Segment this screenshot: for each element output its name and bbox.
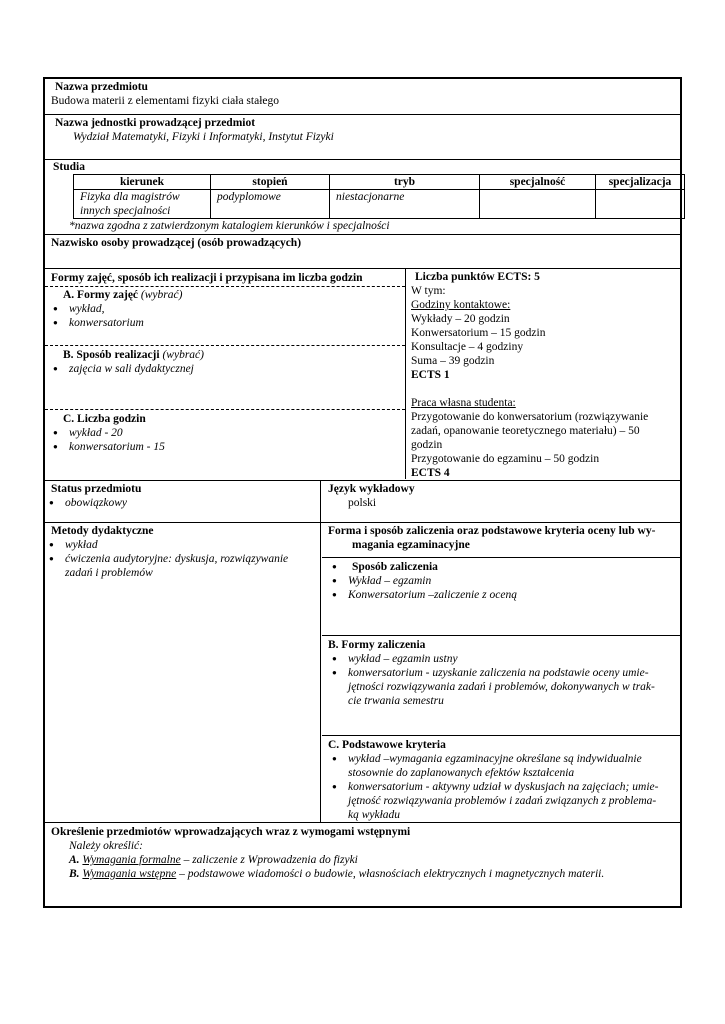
list-item: ● wykład - 20 (49, 426, 401, 440)
assessment-b-label: B. Formy zaliczenia (328, 639, 426, 651)
contact-hours-2: Konwersatorium – 15 godzin (411, 327, 546, 339)
list-item (328, 780, 674, 822)
list-item: ● Wykład – egzamin (328, 574, 674, 588)
forms-a-hint: (wybrać) (140, 289, 183, 301)
status-language-section (45, 481, 680, 523)
course-name-value: Budowa materii z elementami fizyki ciała stałego (51, 95, 279, 107)
prerequisites-a (51, 853, 674, 867)
list-item: ● Konwersatorium –zaliczenie z oceną (328, 588, 674, 602)
prerequisites-a-letter: A. (69, 854, 80, 866)
contact-hours-label: Godziny kontaktowe: (411, 299, 511, 311)
forms-a-label: A. Formy zajęć (63, 289, 139, 301)
methods-label: Metody dydaktyczne (51, 525, 154, 537)
status-column (45, 481, 320, 511)
col-kierunek: kierunek (74, 175, 211, 190)
prerequisites-a-link: Wymagania formalne (82, 854, 181, 866)
forms-column (45, 269, 405, 479)
self-study-line4: Przygotowanie do egzaminu – 50 godzin (411, 453, 600, 465)
unit-section (45, 115, 680, 160)
forms-label: Formy zajęć, sposób ich realizacji i przypisana im liczba godzin (45, 269, 405, 287)
methods-assessment-section (45, 523, 680, 823)
prerequisites-intro: Należy określić: (69, 840, 143, 852)
studies-label: Studia (53, 161, 85, 173)
dash-divider (45, 409, 405, 410)
forms-c (45, 411, 405, 477)
contact-hours-3: Konsultacje – 4 godziny (411, 341, 524, 353)
assessment-c-item1-line1: ● wykład –wymagania egzaminacyjne określane są indywidualnie (348, 753, 642, 765)
assessment-c (322, 737, 680, 823)
self-study-line2: zadań, opanowanie teoretycznego materiału) – 50 (411, 425, 640, 437)
list-item: ● wykład – egzamin ustny (328, 652, 674, 666)
cell-kierunek (74, 190, 211, 219)
prerequisites-b-link: Wymagania wstępne (82, 868, 177, 880)
row-divider (322, 735, 680, 736)
syllabus-form (43, 77, 682, 908)
assessment-c-label: C. Podstawowe kryteria (328, 739, 446, 751)
assessment-column (322, 523, 680, 821)
column-divider (320, 523, 321, 822)
course-name-section (45, 79, 680, 115)
row-divider (322, 635, 680, 636)
assessment-b-item2-line2: jętności rozwiązywania zadań i problemów, dokonywanych w trak- (348, 681, 655, 693)
list-item: ● Sposób zaliczenia (328, 560, 674, 574)
cell-specjalizacja (596, 190, 685, 219)
language-value: polski (348, 497, 377, 509)
language-column (322, 481, 680, 511)
prerequisites-section (45, 823, 680, 907)
col-specjalnosc: specjalność (480, 175, 596, 190)
list-item (328, 666, 674, 708)
prerequisites-b-letter: B. (69, 868, 80, 880)
prerequisites-label: Określenie przedmiotów wprowadzających wraz z wymogami wstępnymi (51, 826, 411, 838)
assessment-b (322, 637, 680, 709)
forms-a (45, 287, 405, 345)
assessment-c-item2-line3: ką wykładu (348, 809, 401, 821)
studies-note: *nazwa zgodna z zatwierdzonym katalogiem kierunków i specjalności (69, 220, 390, 232)
list-item: ● zajęcia w sali dydaktycznej (49, 362, 401, 376)
row-divider (322, 557, 680, 558)
col-stopien: stopień (211, 175, 330, 190)
table-row (74, 190, 685, 219)
cell-stopien: podyplomowe (211, 190, 330, 219)
assessment-label (322, 523, 680, 553)
lecturer-section (45, 235, 680, 269)
col-tryb: tryb (330, 175, 480, 190)
list-item: ● konwersatorium (49, 316, 401, 330)
studies-table (73, 174, 685, 219)
studies-section (45, 160, 680, 235)
list-item: ● wykład, (49, 302, 401, 316)
assessment-label-line1: Forma i sposób zaliczenia oraz podstawowe kryteria oceny lub wy- (328, 525, 656, 537)
cell-specjalnosc (480, 190, 596, 219)
column-divider (405, 269, 406, 479)
status-label: Status przedmiotu (51, 483, 142, 495)
forms-b (45, 347, 405, 409)
assessment-label-line2: magania egzaminacyjne (352, 539, 470, 551)
methods-column (45, 523, 320, 581)
lecturer-label: Nazwisko osoby prowadzącej (osób prowadzących) (51, 237, 302, 249)
methods-item2-line2: zadań i problemów (65, 567, 153, 579)
unit-label: Nazwa jednostki prowadzącej przedmiot (55, 117, 256, 129)
ects-4: ECTS 4 (411, 467, 450, 479)
assessment-c-item2-line2: jętność rozwiązywania problemów i zadań związanych z problema- (348, 795, 657, 807)
cell-tryb: niestacjonarne (330, 190, 480, 219)
contact-hours-1: Wykłady – 20 godzin (411, 313, 510, 325)
methods-item2-line1: ● ćwiczenia audytoryjne: dyskusja, rozwiązywanie (65, 553, 289, 565)
self-study-line1: Przygotowanie do konwersatorium (rozwiązywanie (411, 411, 649, 423)
forms-b-label: B. Sposób realizacji (63, 349, 160, 361)
col-specjalizacja: specjalizacja (596, 175, 685, 190)
ects-column (407, 269, 681, 479)
contact-hours-4: Suma – 39 godzin (411, 355, 495, 367)
ects-label: Liczba punktów ECTS: 5 (415, 271, 540, 283)
assessment-b-item2-line1: ● konwersatorium - uzyskanie zaliczenia na podstawie oceny umie- (348, 667, 649, 679)
assessment-c-item2-line1: ● konwersatorium - aktywny udział w dyskusjach na zajęciach; umie- (348, 781, 659, 793)
course-name-label: Nazwa przedmiotu (55, 81, 148, 93)
ects-1: ECTS 1 (411, 369, 450, 381)
kierunek-line1: Fizyka dla magistrów (80, 191, 180, 203)
list-item (45, 552, 314, 580)
language-label: Język wykładowy (328, 483, 415, 495)
kierunek-line2: innych specjalności (80, 205, 171, 217)
forms-ects-section (45, 269, 680, 481)
ects-wtym: W tym: (411, 285, 446, 297)
self-study-line3: godzin (411, 439, 443, 451)
assessment-c-item1-line2: stosownie do zaplanowanych efektów kształcenia (348, 767, 575, 779)
prerequisites-b (51, 867, 674, 881)
list-item: ● obowiązkowy (45, 496, 314, 510)
column-divider (320, 481, 321, 522)
unit-value: Wydział Matematyki, Fizyki i Informatyki, Instytut Fizyki (73, 131, 334, 143)
list-item: ● wykład (45, 538, 314, 552)
self-study-label: Praca własna studenta: (411, 397, 516, 409)
prerequisites-a-text: – zaliczenie z Wprowadzenia do fizyki (180, 854, 358, 866)
assessment-a (322, 559, 680, 603)
dash-divider (45, 345, 405, 346)
list-item (328, 752, 674, 780)
list-item: ● konwersatorium - 15 (49, 440, 401, 454)
forms-b-hint: (wybrać) (162, 349, 204, 361)
assessment-b-item2-line3: cie trwania semestru (348, 695, 444, 707)
forms-c-label: C. Liczba godzin (63, 413, 146, 425)
prerequisites-b-text: – podstawowe wiadomości o budowie, własnościach elektrycznych i magnetycznych materii. (176, 868, 605, 880)
